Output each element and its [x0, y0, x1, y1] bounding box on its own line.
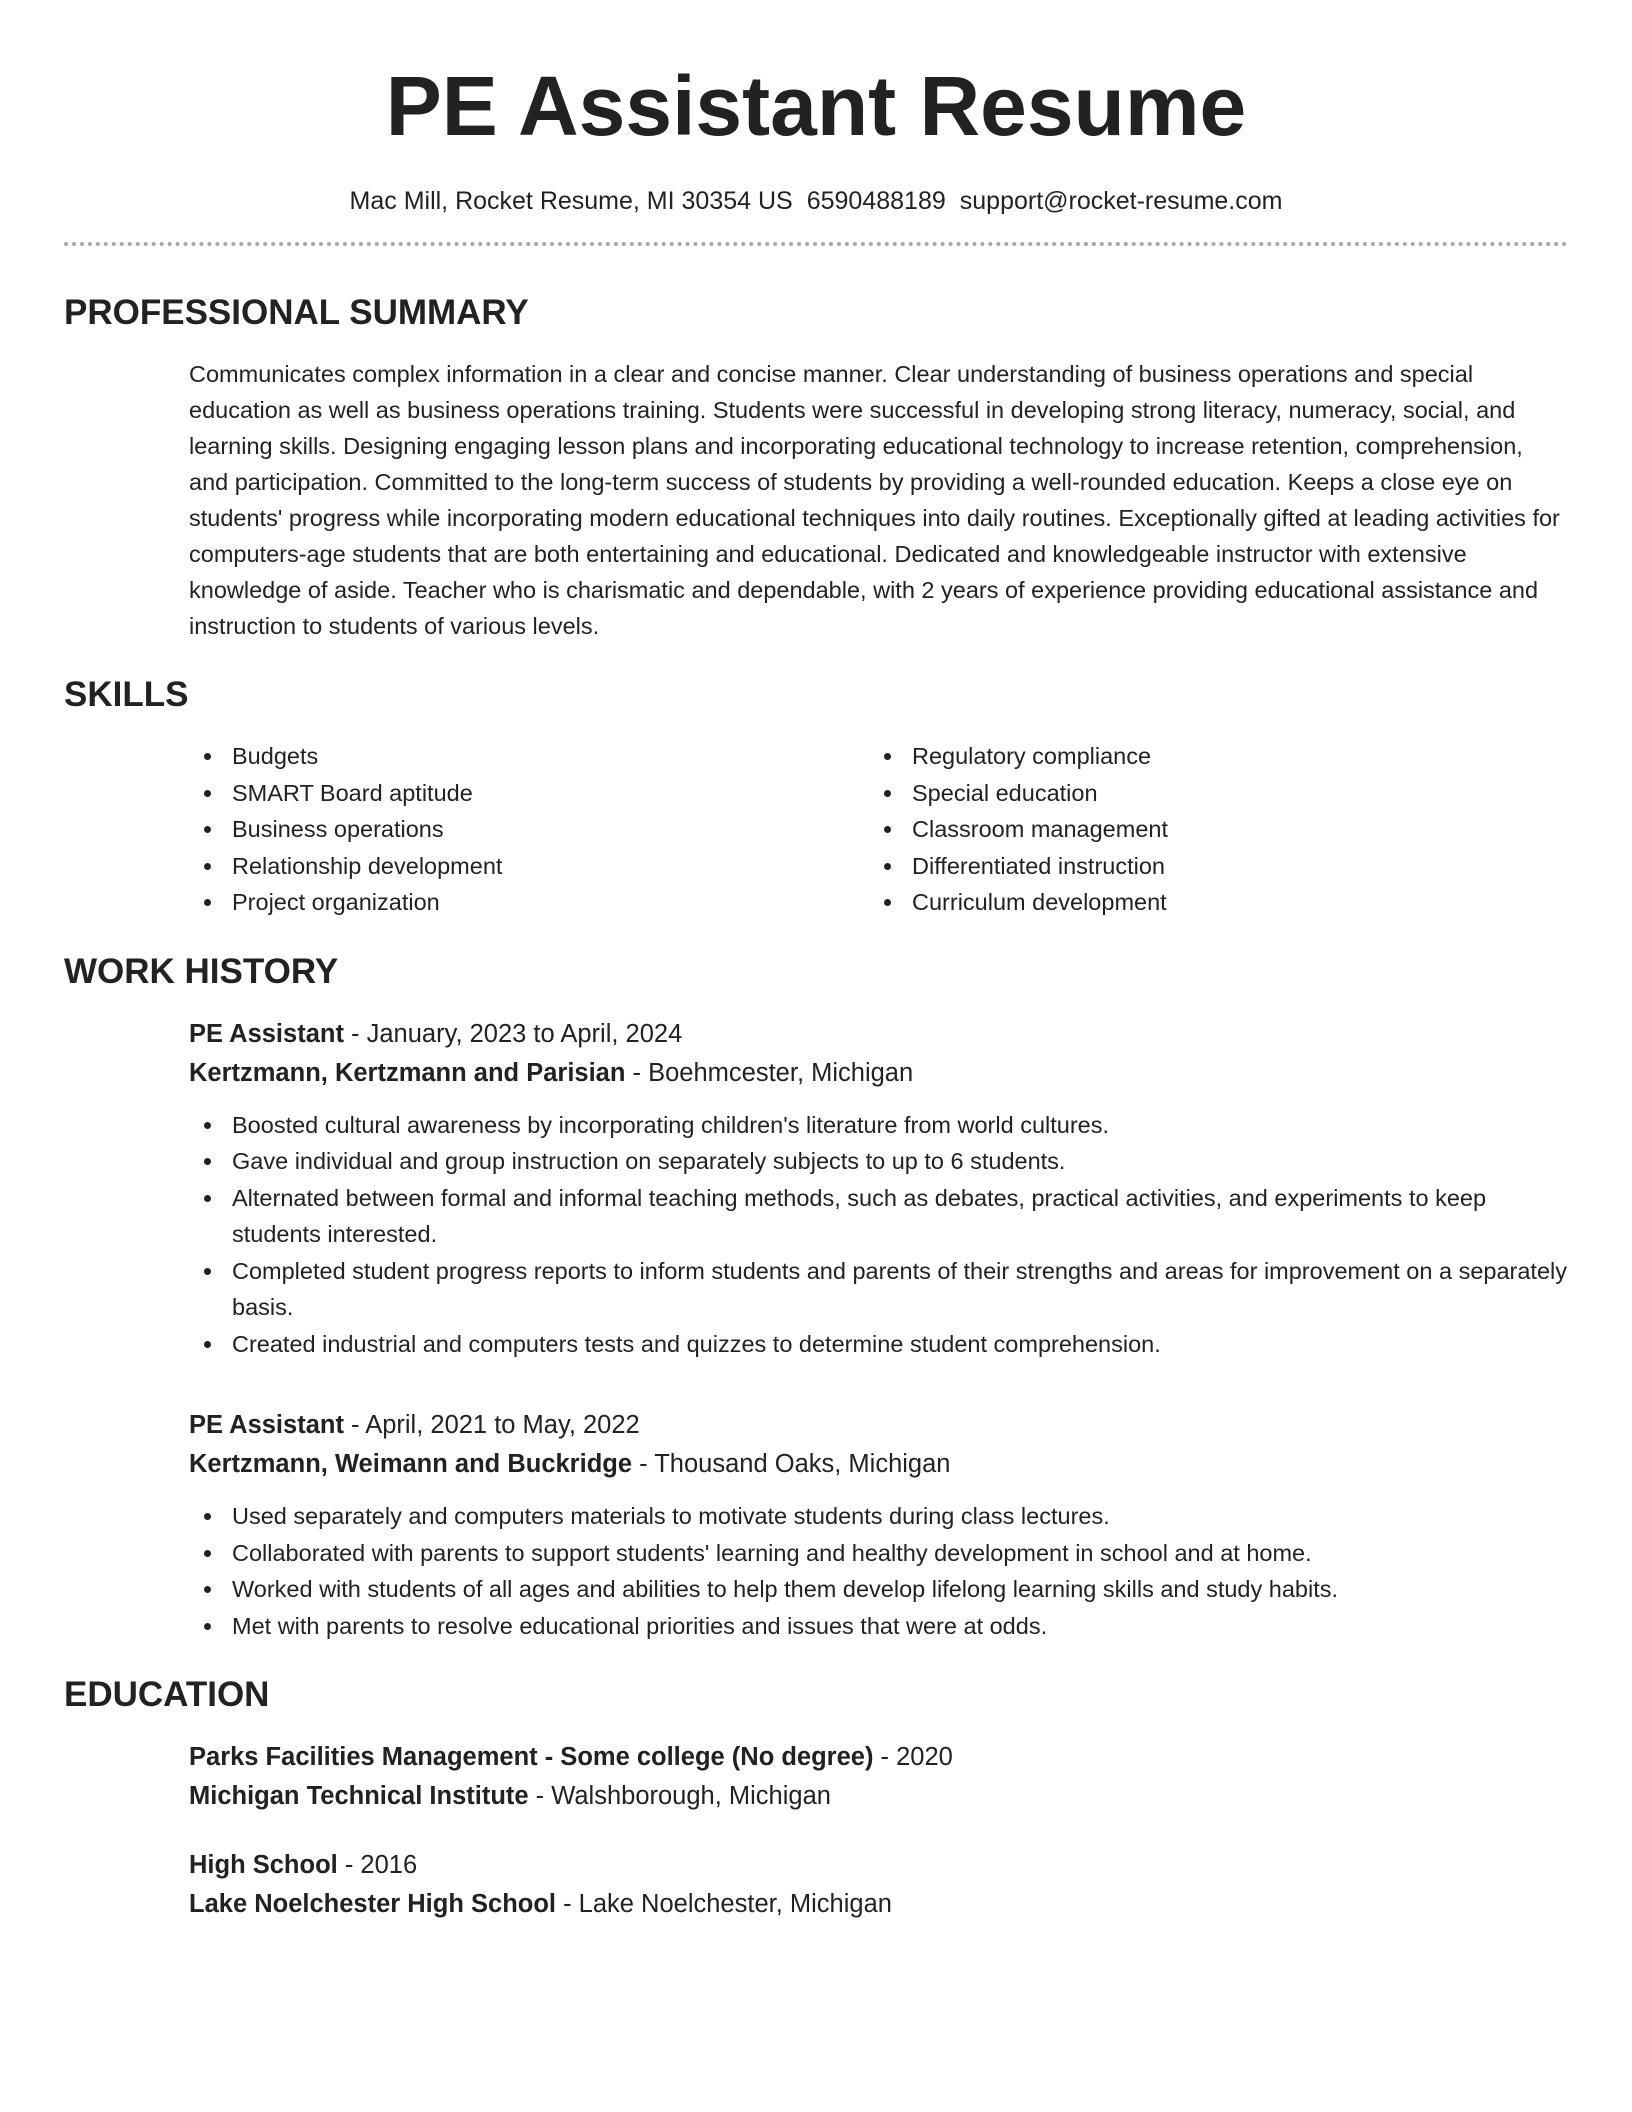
education-degree-line [189, 1846, 1568, 1885]
job-entry [189, 1015, 1568, 1363]
job-title-line [189, 1015, 1568, 1054]
education-entry [189, 1846, 1568, 1924]
contact-email: support@rocket-resume.com [959, 187, 1283, 215]
job-bullet: Worked with students of all ages and abilities to help them develop lifelong learning skills and study habits. [189, 1571, 1568, 1608]
skill-item: Special education [869, 775, 1549, 812]
skill-item: Project organization [189, 884, 869, 921]
job-title-line [189, 1406, 1568, 1445]
job-location: - Thousand Oaks, Michigan [632, 1450, 951, 1478]
job-role: PE Assistant [189, 1019, 344, 1048]
education-school-line [189, 1777, 1568, 1816]
job-bullets [189, 1498, 1568, 1644]
skill-item: Curriculum development [869, 884, 1549, 921]
job-bullet: Completed student progress reports to inform students and parents of their strengths and areas for improvement on a separately basis. [189, 1253, 1568, 1326]
job-bullet: Alternated between formal and informal teaching methods, such as debates, practical activities, and experiments to keep students interested. [189, 1180, 1568, 1253]
skills-list [189, 738, 1568, 921]
job-location: - Boehmcester, Michigan [625, 1058, 914, 1087]
section-title-education: EDUCATION [64, 1675, 270, 1714]
education-school-line [189, 1885, 1568, 1924]
skill-item: Business operations [189, 811, 869, 848]
skills-column-left [189, 738, 869, 921]
contact-line [64, 184, 1568, 218]
education-degree: Parks Facilities Management - Some college (No degree) [189, 1743, 874, 1771]
skill-item: Differentiated instruction [869, 848, 1549, 885]
job-bullet: Gave individual and group instruction on separately subjects to up to 6 students. [189, 1143, 1568, 1180]
resume-title: PE Assistant Resume [385, 59, 1247, 153]
job-bullets [189, 1107, 1568, 1363]
job-company-line [189, 1445, 1568, 1484]
job-company: Kertzmann, Weimann and Buckridge [189, 1450, 633, 1478]
section-title-summary: PROFESSIONAL SUMMARY [64, 293, 529, 332]
job-dates: - January, 2023 to April, 2024 [343, 1019, 683, 1048]
education-entry [189, 1738, 1568, 1816]
education-degree-line [189, 1738, 1568, 1777]
section-title-skills: SKILLS [64, 675, 189, 714]
education-school: Michigan Technical Institute [189, 1782, 529, 1810]
job-entry [189, 1406, 1568, 1644]
job-bullet: Met with parents to resolve educational priorities and issues that were at odds. [189, 1608, 1568, 1645]
education-location: - Lake Noelchester, Michigan [556, 1890, 892, 1918]
skill-item: Relationship development [189, 848, 869, 885]
job-bullet: Boosted cultural awareness by incorporating children's literature from world cultures. [189, 1107, 1568, 1144]
contact-address: Mac Mill, Rocket Resume, MI 30354 US [349, 187, 793, 215]
job-dates: - April, 2021 to May, 2022 [343, 1411, 640, 1439]
education-year: - 2016 [337, 1851, 418, 1879]
skill-item: Regulatory compliance [869, 738, 1549, 775]
contact-phone: 6590488189 [806, 187, 946, 215]
job-company-line [189, 1054, 1568, 1093]
job-bullet: Collaborated with parents to support students' learning and healthy development in school and at home. [189, 1535, 1568, 1572]
education-year: - 2020 [873, 1743, 953, 1771]
section-title-work-history: WORK HISTORY [64, 951, 339, 991]
skill-item: Classroom management [869, 811, 1549, 848]
job-role: PE Assistant [189, 1411, 344, 1439]
skill-item: SMART Board aptitude [189, 775, 869, 812]
skill-item: Budgets [189, 738, 869, 775]
education-location: - Walshborough, Michigan [528, 1782, 831, 1810]
job-bullet: Used separately and computers materials to motivate students during class lectures. [189, 1498, 1568, 1535]
resume-page [64, 0, 1568, 1924]
job-bullet: Created industrial and computers tests and quizzes to determine student comprehension. [189, 1326, 1568, 1363]
education-school: Lake Noelchester High School [189, 1890, 557, 1918]
header-divider [64, 242, 1568, 246]
summary-text: Communicates complex information in a clear and concise manner. Clear understanding of business operations and special education as well as business operations training. Students were successful in developing strong literacy, numeracy, social, and learning skills. Designing engaging lesson plans and incorporating educational technology to increase retention, comprehension, and participation. Committed to the long-term success of students by providing a well-rounded education. Keeps a close eye on students' progress while incorporating modern educational techniques into daily routines. Exceptionally gifted at leading activities for computers-age students that are both entertaining and educational. Dedicated and knowledgeable instructor with extensive knowledge of aside. Teacher who is charismatic and dependable, with 2 years of experience providing educational assistance and instruction to students of various levels. [189, 361, 1560, 639]
job-company: Kertzmann, Kertzmann and Parisian [189, 1058, 626, 1087]
education-degree: High School [189, 1851, 338, 1879]
skills-column-right [869, 738, 1549, 921]
